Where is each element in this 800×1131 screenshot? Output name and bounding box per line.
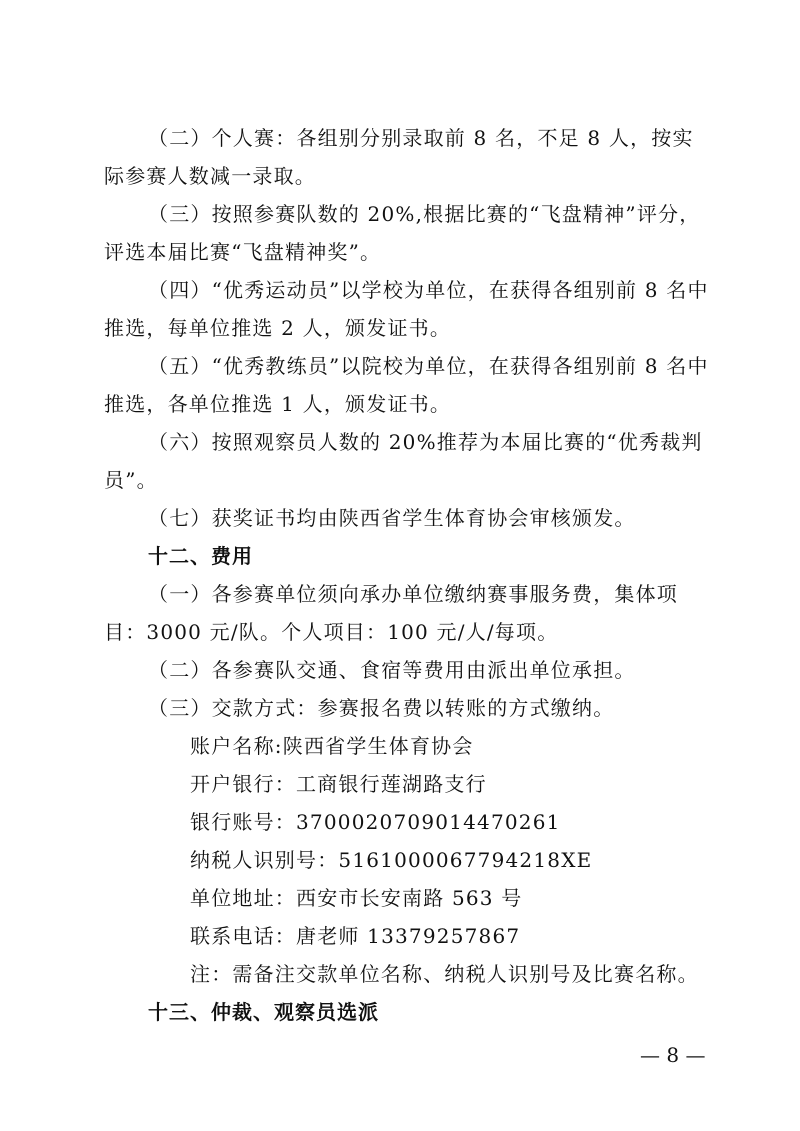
- award-item-6-line-1: （六）按照观察员人数的 20%推荐为本届比赛的“优秀裁判: [148, 430, 703, 454]
- award-item-4-line-1: （四）“优秀运动员”以学校为单位，在获得各组别前 8 名中: [148, 278, 709, 302]
- award-item-3-line-1: （三）按照参赛队数的 20%,根据比赛的“飞盘精神”评分，: [148, 202, 701, 226]
- award-item-6-line-2: 员”。: [104, 468, 158, 492]
- award-item-2-line-1: （二）个人赛：各组别分别录取前 8 名，不足 8 人，按实: [148, 126, 694, 150]
- award-item-7-line-1: （七）获奖证书均由陕西省学生体育协会审核颁发。: [148, 506, 636, 530]
- account-number: 银行账号：3700020709014470261: [190, 810, 561, 834]
- fee-item-1-line-2: 目：3000 元/队。个人项目：100 元/人/每项。: [104, 620, 559, 644]
- unit-address: 单位地址：西安市长安南路 563 号: [190, 886, 523, 910]
- award-item-5-line-1: （五）“优秀教练员”以院校为单位，在获得各组别前 8 名中: [148, 354, 709, 378]
- fee-item-1-line-1: （一）各参赛单位须向承办单位缴纳赛事服务费，集体项: [148, 582, 678, 606]
- fee-item-3: （三）交款方式：参赛报名费以转账的方式缴纳。: [148, 696, 615, 720]
- award-item-4-line-2: 推选，每单位推选 2 人，颁发证书。: [104, 316, 452, 340]
- page-number: — 8 —: [640, 1043, 706, 1067]
- bank-name: 开户银行：工商银行莲湖路支行: [190, 772, 487, 796]
- payment-note: 注：需备注交款单位名称、纳税人识别号及比赛名称。: [190, 962, 699, 986]
- tax-id: 纳税人识别号：5161000067794218XE: [190, 848, 593, 872]
- section-heading-arbitration: 十三、仲裁、观察员选派: [148, 1000, 379, 1024]
- award-item-5-line-2: 推选，各单位推选 1 人，颁发证书。: [104, 392, 452, 416]
- account-name: 账户名称:陕西省学生体育协会: [190, 734, 474, 758]
- contact-phone: 联系电话：唐老师 13379257867: [190, 924, 521, 948]
- award-item-2-line-2: 际参赛人数减一录取。: [104, 164, 316, 188]
- section-heading-fees: 十二、费用: [148, 544, 253, 568]
- award-item-3-line-2: 评选本届比赛“飞盘精神奖”。: [104, 240, 382, 264]
- fee-item-2: （二）各参赛队交通、食宿等费用由派出单位承担。: [148, 658, 636, 682]
